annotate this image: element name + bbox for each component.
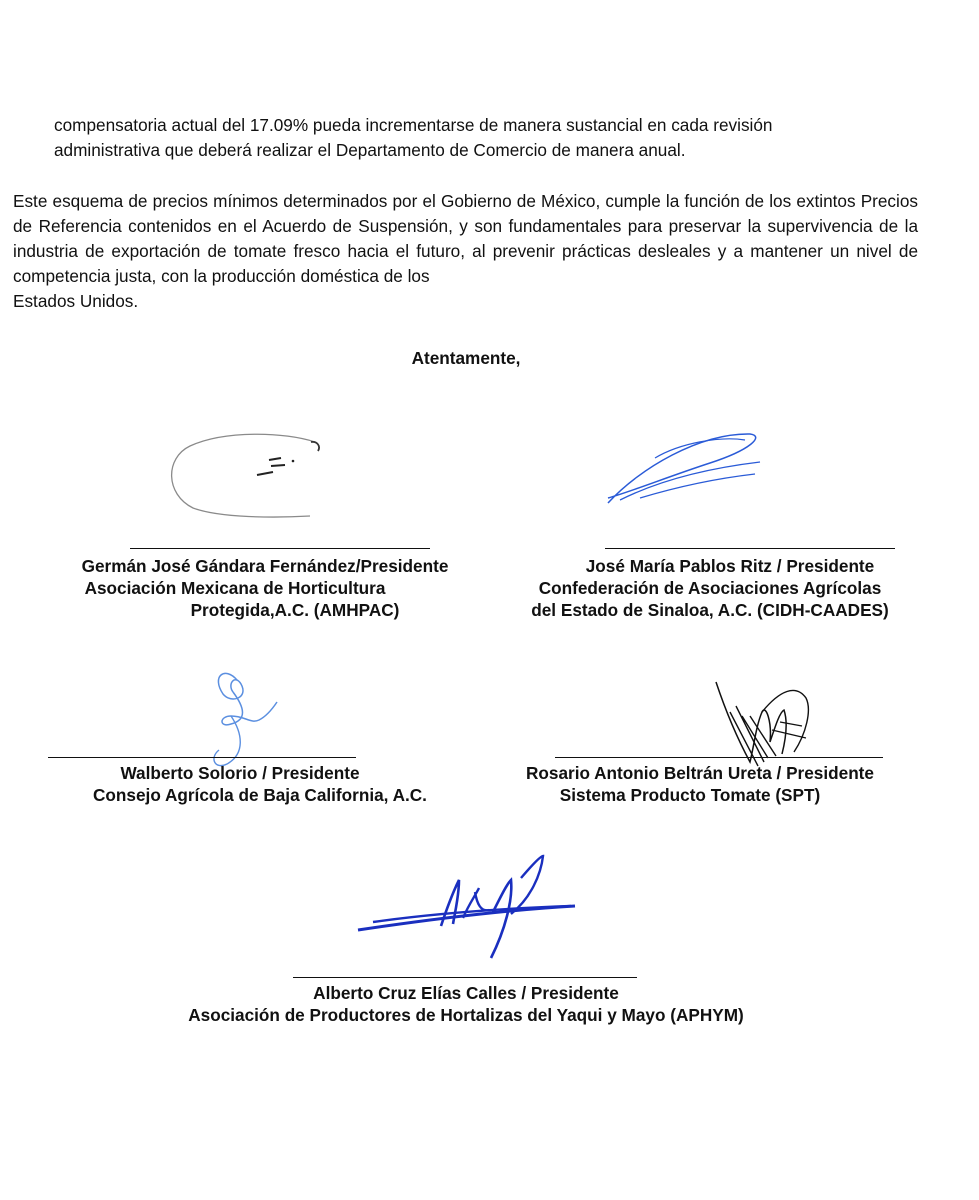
- signatory-2-org-line-1: Confederación de Asociaciones Agrícolas: [538, 578, 882, 598]
- paragraph-1-line-2: administrativa que deberá realizar el Departamento de Comercio de manera anual.: [54, 140, 686, 160]
- signature-5-image: [355, 852, 585, 962]
- signature-3-line: [48, 757, 356, 758]
- signatory-5-org-line-1: Asociación de Productores de Hortalizas del Yaqui y Mayo (APHYM): [188, 1005, 744, 1025]
- signatory-1-org-line-1: Asociación Mexicana de Horticultura: [84, 578, 386, 598]
- closing-salutation: Atentamente,: [411, 348, 521, 368]
- paragraph-2-line-2: extintos Precios de Referencia contenidos en el Acuerdo de Suspensión, y son fundamentales para: [13, 191, 919, 236]
- paragraph-2: [13, 189, 918, 339]
- signatory-3-org-line-1: Consejo Agrícola de Baja California, A.C.: [93, 785, 427, 805]
- paragraph-1-line-1: compensatoria actual del 17.09% pueda incrementarse de manera sustancial en cada revisión: [54, 115, 773, 135]
- signatory-2-name: José María Pablos Ritz / Presidente: [585, 556, 875, 576]
- signatory-2-block: [480, 555, 940, 621]
- signature-2-line: [605, 548, 895, 549]
- signatory-1-block: [30, 555, 500, 621]
- signature-5-line: [293, 977, 637, 978]
- paragraph-1: [54, 113, 918, 188]
- signature-4-image: [710, 676, 820, 776]
- signature-2-image: [600, 428, 770, 508]
- paragraph-2-line-3: preservar la supervivencia de la industria de exportación de tomate fresco hacia el futuro, al prevenir: [13, 216, 919, 261]
- signatory-5-block: [0, 982, 932, 1026]
- paragraph-2-line-5: Estados Unidos.: [13, 291, 139, 311]
- signatory-1-name: Germán José Gándara Fernández/Presidente: [81, 556, 449, 576]
- signatory-2-org-line-2: del Estado de Sinaloa, A.C. (CIDH-CAADES): [531, 600, 889, 620]
- signatory-4-name: Rosario Antonio Beltrán Ureta / Presidente: [526, 763, 874, 783]
- signatory-3-name: Walberto Solorio / Presidente: [120, 763, 360, 783]
- signature-4-line: [555, 757, 883, 758]
- signatory-1-org-line-2: Protegida,A.C. (AMHPAC): [190, 600, 400, 620]
- signatory-5-name: Alberto Cruz Elías Calles / Presidente: [313, 983, 619, 1003]
- signature-1-line: [130, 548, 430, 549]
- signatory-4-block: [480, 762, 920, 806]
- signature-3-image: [205, 662, 285, 772]
- signature-1-image: [165, 432, 335, 522]
- signatory-4-org-line-1: Sistema Producto Tomate (SPT): [559, 785, 821, 805]
- paragraph-2-line-1: Este esquema de precios mínimos determinados por el Gobierno de México, cumple la función de los: [13, 191, 792, 211]
- paragraph-2-line-4: prácticas desleales y a mantener un nivel de competencia justa, con la producción doméstica de los: [13, 241, 919, 286]
- signatory-3-block: [30, 762, 490, 806]
